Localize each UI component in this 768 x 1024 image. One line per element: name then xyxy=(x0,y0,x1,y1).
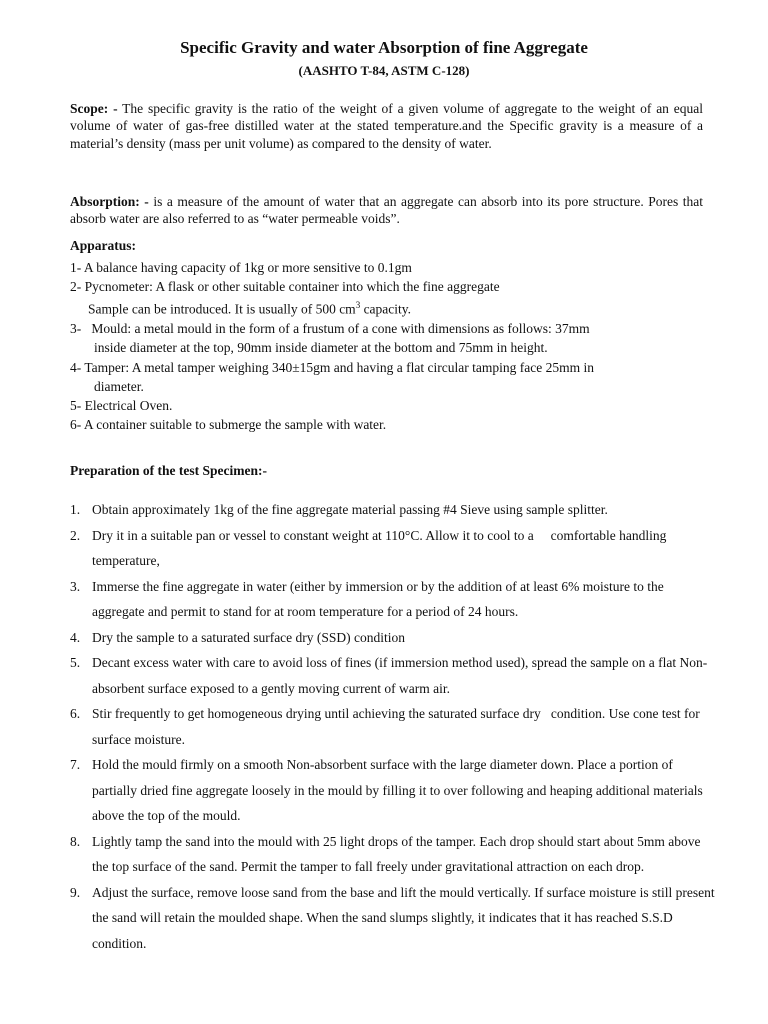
preparation-heading: Preparation of the test Specimen:- xyxy=(70,463,267,478)
list-item xyxy=(70,701,715,752)
step-text: Adjust the surface, remove loose sand from the base and lift the mould vertically. If surface moisture is still present the sand will retain the moulded shape. When the sand slumps slightly, it indicates that it has reached S.S.D condition. xyxy=(92,884,715,951)
step-number: 2. xyxy=(70,527,81,543)
list-item xyxy=(70,574,715,625)
apparatus-item-5: 5- Electrical Oven. xyxy=(70,397,173,413)
step-number: 7. xyxy=(70,757,81,772)
absorption-text: is a measure of the amount of water that an aggregate can absorb into its pore structure. Pores that absorb water are also referred to as “water permeable voids”. xyxy=(70,194,703,227)
step-text: Dry it in a suitable pan or vessel to constant weight at 110°C. Allow it to cool to a comfortable handling temperature, xyxy=(92,527,670,568)
apparatus-item-4: 4- Tamper: A metal tamper weighing 340±15gm and having a flat circular tamping face 25mm in xyxy=(70,359,594,375)
apparatus-list xyxy=(70,258,710,434)
list-item xyxy=(70,752,715,829)
apparatus-heading: Apparatus: xyxy=(70,238,137,253)
step-text: Immerse the fine aggregate in water (either by immersion or by the addition of at least 6% moisture to the aggregate and permit to stand for at room temperature for a period of 24 hours. xyxy=(92,578,664,619)
step-number: 3. xyxy=(70,578,81,594)
apparatus-item-2b-tail: capacity. xyxy=(360,301,412,317)
apparatus-item-6: 6- A container suitable to submerge the sample with water. xyxy=(70,417,387,433)
apparatus-item-1: 1- A balance having capacity of 1kg or more sensitive to 0.1gm xyxy=(70,260,412,275)
apparatus-item-3-continued: inside diameter at the top, 90mm inside diameter at the bottom and 75mm in height. xyxy=(94,340,548,356)
step-number: 9. xyxy=(70,884,81,900)
document-subtitle: (AASHTO T-84, ASTM C-128) xyxy=(298,63,470,78)
apparatus-item-3: 3- Mould: a metal mould in the form of a frustum of a cone with dimensions as follows: 37mm xyxy=(70,321,590,337)
apparatus-item-2-continued xyxy=(70,296,710,319)
step-number: 4. xyxy=(70,629,81,645)
list-item xyxy=(70,625,715,651)
apparatus-item-2: 2- Pycnometer: A flask or other suitable container into which the fine aggregate xyxy=(70,279,500,295)
scope-paragraph xyxy=(70,100,703,152)
document-title: Specific Gravity and water Absorption of fine Aggregate xyxy=(180,38,588,57)
preparation-steps xyxy=(70,497,715,956)
absorption-label: Absorption: - xyxy=(70,194,149,209)
scope-text: The specific gravity is the ratio of the weight of a given volume of aggregate to the weight of an equal volume of water of gas-free distilled water at the stated temperature.and the Specific gravity is a measure of a material’s density (mass per unit volume) as compared to the density of water. xyxy=(70,101,703,151)
list-item xyxy=(70,650,715,701)
step-text: Decant excess water with care to avoid loss of fines (if immersion method used), spread the sample on a flat Non-absorbent surface exposed to a gently moving current of warm air. xyxy=(92,655,708,696)
scope-label: Scope: - xyxy=(70,101,118,116)
step-text: Lightly tamp the sand into the mould with 25 light drops of the tamper. Each drop should start about 5mm above the top surface of the sand. Permit the tamper to fall freely under gravitational attraction on each drop. xyxy=(92,833,701,874)
list-item xyxy=(70,829,715,880)
step-text: Dry the sample to a saturated surface dry (SSD) condition xyxy=(92,629,406,645)
step-number: 8. xyxy=(70,833,81,849)
step-number: 6. xyxy=(70,706,81,721)
step-text: Stir frequently to get homogeneous drying until achieving the saturated surface dry condition. Use cone test for surface moisture. xyxy=(92,706,704,747)
absorption-paragraph xyxy=(70,193,703,228)
step-text: Hold the mould firmly on a smooth Non-absorbent surface with the large diameter down. Place a portion of partially dried fine aggregate loosely in the mould by filling it to over following and heaping additional materials above the top of the mould. xyxy=(92,757,703,823)
apparatus-item-4-continued: diameter. xyxy=(94,378,144,394)
list-item xyxy=(70,523,715,574)
apparatus-item-2b-text: Sample can be introduced. It is usually of 500 cm xyxy=(88,301,356,317)
step-number: 1. xyxy=(70,502,81,517)
list-item xyxy=(70,497,715,523)
step-number: 5. xyxy=(70,655,81,670)
step-text: Obtain approximately 1kg of the fine aggregate material passing #4 Sieve using sample splitter. xyxy=(92,502,608,517)
superscript-3: 3 xyxy=(355,300,361,311)
list-item xyxy=(70,880,715,957)
